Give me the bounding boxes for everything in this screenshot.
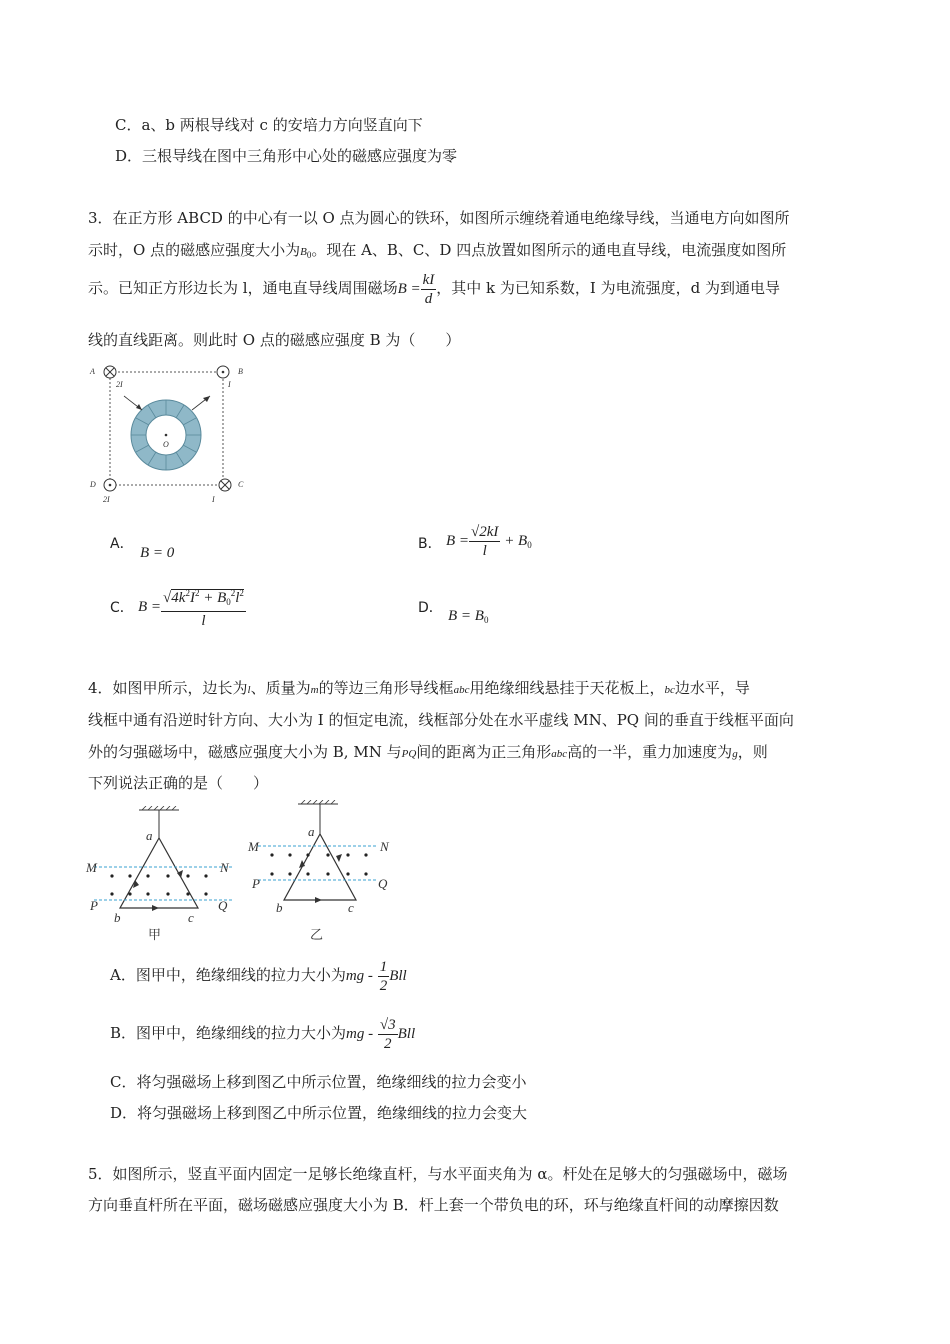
q3-option-d-label: D． bbox=[418, 600, 443, 616]
label-q: Q bbox=[218, 898, 228, 913]
label-b: B bbox=[238, 367, 243, 376]
q3-option-b-label: B． bbox=[418, 536, 442, 552]
q3-option-b-formula: B = $\frac{√2kI}{l}$ + $B_0$ bbox=[446, 523, 532, 559]
q4-line-1: 4．如图甲所示，边长为l、质量为m的等边三角形导线框abc用绝缘细线悬挂于天花板上，bc边水平，导 bbox=[88, 679, 750, 697]
current-a: 2I bbox=[116, 380, 123, 389]
label-c: C bbox=[238, 480, 244, 489]
q3-line-2 bbox=[88, 240, 786, 265]
q2-option-d: D．三根导线在图中三角形中心处的磁感应强度为零 bbox=[115, 147, 458, 165]
label-p-yi: P bbox=[252, 876, 260, 891]
fig-caption-yi: 乙 bbox=[310, 927, 324, 942]
q3-line-2b: 。现在 A、B、C、D 四点放置如图所示的通电直导线，电流强度如图所 bbox=[311, 241, 787, 259]
formula-kI-over-d: $\frac{kI}{d}$ bbox=[422, 271, 435, 307]
q4-line-3d: ，则 bbox=[737, 743, 768, 761]
q4-option-a: A．图甲中，绝缘细线的拉力大小为mg - $\frac{1}{2}$ Bll bbox=[110, 958, 407, 994]
q4-figure-yi bbox=[244, 800, 404, 946]
q3-option-c-formula: B = $\frac{√4k^2I^2 + B_0^2l^2}{l}$ bbox=[138, 584, 246, 630]
label-b: b bbox=[114, 910, 121, 925]
q4-line-2: 线框中通有沿逆时针方向、大小为 I 的恒定电流，线框部分处在水平虚线 MN、PQ 间的垂直于线框平面向 bbox=[88, 711, 794, 729]
label-d: D bbox=[90, 480, 96, 489]
label-q-yi: Q bbox=[378, 876, 388, 891]
label-o: O bbox=[163, 440, 169, 449]
label-a: a bbox=[146, 828, 153, 843]
q4-option-a-text: A．图甲中，绝缘细线的拉力大小为 bbox=[110, 966, 346, 984]
q4-line-1e: 边水平，导 bbox=[674, 679, 750, 697]
wire-c bbox=[219, 479, 231, 491]
q3-option-d-formula: $B = B_0$ bbox=[448, 608, 489, 625]
label-p: P bbox=[90, 898, 98, 913]
q4-figure-jia bbox=[84, 806, 244, 946]
q3-option-a-formula: B = 0 bbox=[140, 545, 175, 561]
label-m: M bbox=[86, 860, 97, 875]
q3-option-c-label: C． bbox=[110, 600, 134, 616]
q4-line-3: 外的匀强磁场中，磁感应强度大小为 B, MN 与PQ间的距离为正三角形abc高的一半，重力加速度为g，则 bbox=[88, 743, 768, 761]
wire-a bbox=[104, 366, 116, 378]
label-a: A bbox=[90, 367, 95, 376]
q3-line-1: 3．在正方形 ABCD 的中心有一以 O 点为圆心的铁环，如图所示缠绕着通电绝缘导线，当通电方向如图所 bbox=[88, 209, 790, 227]
q4-option-b-text: B．图甲中，绝缘细线的拉力大小为 bbox=[110, 1024, 347, 1042]
current-c: I bbox=[212, 495, 215, 504]
q4-line-1a: 4．如图甲所示，边长为 bbox=[88, 679, 248, 697]
q5-line-1: 5．如图所示，竖直平面内固定一足够长绝缘直杆，与水平面夹角为 α。杆处在足够大的匀强磁场中，磁场 bbox=[88, 1165, 788, 1183]
wire-b bbox=[217, 366, 229, 378]
q4-option-c: C．将匀强磁场上移到图乙中所示位置，绝缘细线的拉力会变小 bbox=[110, 1073, 527, 1091]
q3-line-3a: 示。已知正方形边长为 l，通电直导线周围磁场 bbox=[88, 279, 398, 297]
label-c: c bbox=[188, 910, 194, 925]
q3-line-3b: ，其中 k 为已知系数，I 为电流强度，d 为到通电导 bbox=[436, 279, 780, 297]
label-b-yi: b bbox=[276, 900, 283, 915]
label-n-yi: N bbox=[380, 839, 389, 854]
b0-symbol: $B_0$ bbox=[300, 246, 312, 260]
q3-line-3 bbox=[88, 268, 780, 309]
q4-option-d: D．将匀强磁场上移到图乙中所示位置，绝缘细线的拉力会变大 bbox=[110, 1104, 528, 1122]
q4-line-1b: 、质量为 bbox=[250, 679, 311, 697]
label-a-yi: a bbox=[308, 824, 315, 839]
q4-line-3b: 间的距离为正三角形 bbox=[416, 743, 552, 761]
current-d: 2I bbox=[103, 495, 110, 504]
fig-caption-jia: 甲 bbox=[148, 927, 162, 942]
formula-b-equals: B = bbox=[397, 281, 421, 297]
q3-option-a-label: A． bbox=[110, 536, 134, 552]
q3-line-2a: 示时，O 点的磁感应强度大小为 bbox=[88, 241, 301, 259]
q2-option-c: C．a、b 两根导线对 c 的安培力方向竖直向下 bbox=[115, 116, 423, 134]
q4-line-4: 下列说法正确的是（ ） bbox=[88, 774, 269, 792]
wire-d bbox=[104, 479, 116, 491]
label-n: N bbox=[220, 860, 229, 875]
q4-line-1c: 的等边三角形导线框 bbox=[318, 679, 454, 697]
q4-line-3c: 高的一半，重力加速度为 bbox=[567, 743, 733, 761]
q4-line-1d: 用绝缘细线悬挂于天花板上， bbox=[469, 679, 665, 697]
q3-line-4: 线的直线距离。则此时 O 点的磁感应强度 B 为（ ） bbox=[88, 331, 461, 349]
q3-figure-square-ring bbox=[88, 362, 258, 507]
label-m-yi: M bbox=[248, 839, 259, 854]
q4-option-b: B．图甲中，绝缘细线的拉力大小为mg - $\frac{√3}{2}$ Bll bbox=[110, 1016, 416, 1052]
current-b: I bbox=[228, 380, 231, 389]
q4-line-3a: 外的匀强磁场中，磁感应强度大小为 B, MN 与 bbox=[88, 743, 402, 761]
q5-line-2: 方向垂直杆所在平面，磁场磁感应强度大小为 B．杆上套一个带负电的环，环与绝缘直杆间的动摩擦因数 bbox=[88, 1196, 779, 1214]
label-c-yi: c bbox=[348, 900, 354, 915]
